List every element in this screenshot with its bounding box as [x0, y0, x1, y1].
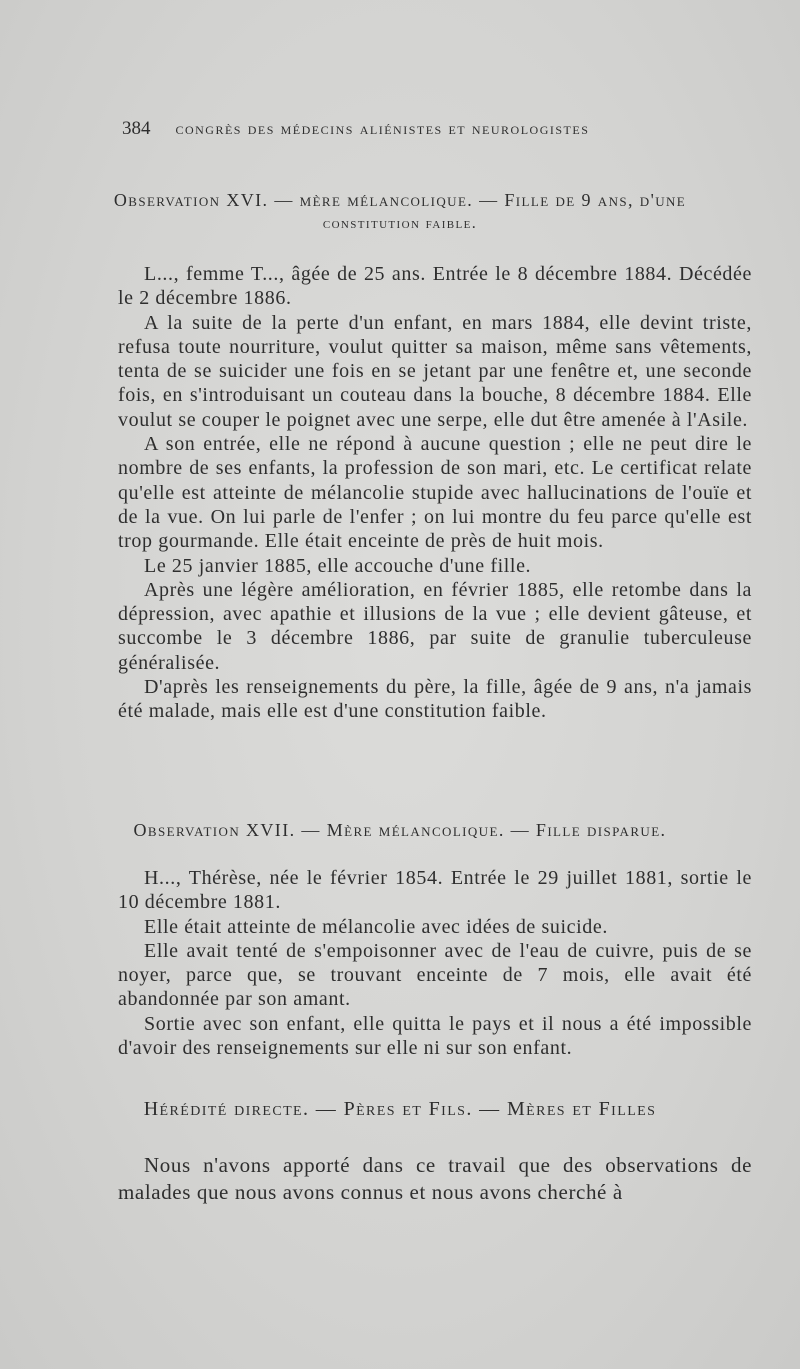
paragraph: A son entrée, elle ne répond à aucune question ; elle ne peut dire le nombre de ses enfants, la profession de son mari, etc. Le certificat relate qu'elle est atteinte de mélancolie stupide avec hallucinations de l'ouïe et de la vue. On lui parle de l'enfer ; on lui montre du feu parce qu'elle est trop gourmande. Elle était enceinte de près de huit mois.: [118, 433, 752, 553]
running-head-title: congrès des médecins aliénistes et neurologistes: [175, 119, 590, 138]
paragraph: Le 25 janvier 1885, elle accouche d'une fille.: [144, 554, 532, 577]
paragraph: Elle avait tenté de s'empoisonner avec de l'eau de cuivre, puis de se noyer, parce que, se trouvant enceinte de 7 mois, elle avait été abandonnée par son amant.: [118, 939, 752, 1011]
observation-17-body: [118, 866, 752, 1060]
paragraph: A la suite de la perte d'un enfant, en mars 1884, elle devint triste, refusa toute nourriture, voulut quitter sa maison, même sans vêtements, tenta de se suicider une fois en se jetant par une fenêtre et, une seconde fois, en s'introduisant un couteau dans la bouche, 8 décembre 1884. Elle voulut se couper le poignet avec une serpe, elle dut être amenée à l'Asile.: [118, 311, 752, 431]
observation-17-heading-text: Observation XVII. — Mère mélancolique. — Fille disparue.: [133, 820, 667, 840]
paragraph: L..., femme T..., âgée de 25 ans. Entrée le 8 décembre 1884. Décédée le 2 décembre 1886.: [118, 263, 752, 310]
paragraph: Après une légère amélioration, en février 1885, elle retombe dans la dépression, avec apathie et illusions de la vue ; elle devient gâteuse, et succombe le 3 décembre 1886, par suite de granulie tuberculeuse généralisée.: [118, 578, 752, 674]
running-head: [122, 118, 722, 140]
section-heading-text: Hérédité directe. — Pères et Fils. — Mères et Filles: [143, 1098, 657, 1120]
paragraph: Nous n'avons apporté dans ce travail que des observations de malades que nous avons connus et nous avons cherché à: [118, 1153, 752, 1204]
page-number: 384: [122, 118, 151, 139]
observation-16-heading: [0, 190, 800, 233]
paragraph: Elle était atteinte de mélancolie avec idées de suicide.: [144, 915, 608, 938]
observation-16-heading-line1: Observation XVI. — mère mélancolique. — Fille de 9 ans, d'une: [113, 190, 687, 210]
section-body: [118, 1152, 752, 1206]
paragraph: H..., Thérèse, née le février 1854. Entrée le 29 juillet 1881, sortie le 10 décembre 1881.: [118, 867, 752, 914]
paragraph: D'après les renseignements du père, la fille, âgée de 9 ans, n'a jamais été malade, mais elle est d'une constitution faible.: [118, 676, 752, 723]
paragraph: Sortie avec son enfant, elle quitta le pays et il nous a été impossible d'avoir des renseignements sur elle ni sur son enfant.: [118, 1012, 752, 1060]
section-heading: [0, 1098, 800, 1121]
observation-16-body: [118, 262, 752, 724]
observation-17-heading: [0, 820, 800, 841]
observation-16-heading-line2: constitution faible.: [322, 215, 478, 232]
